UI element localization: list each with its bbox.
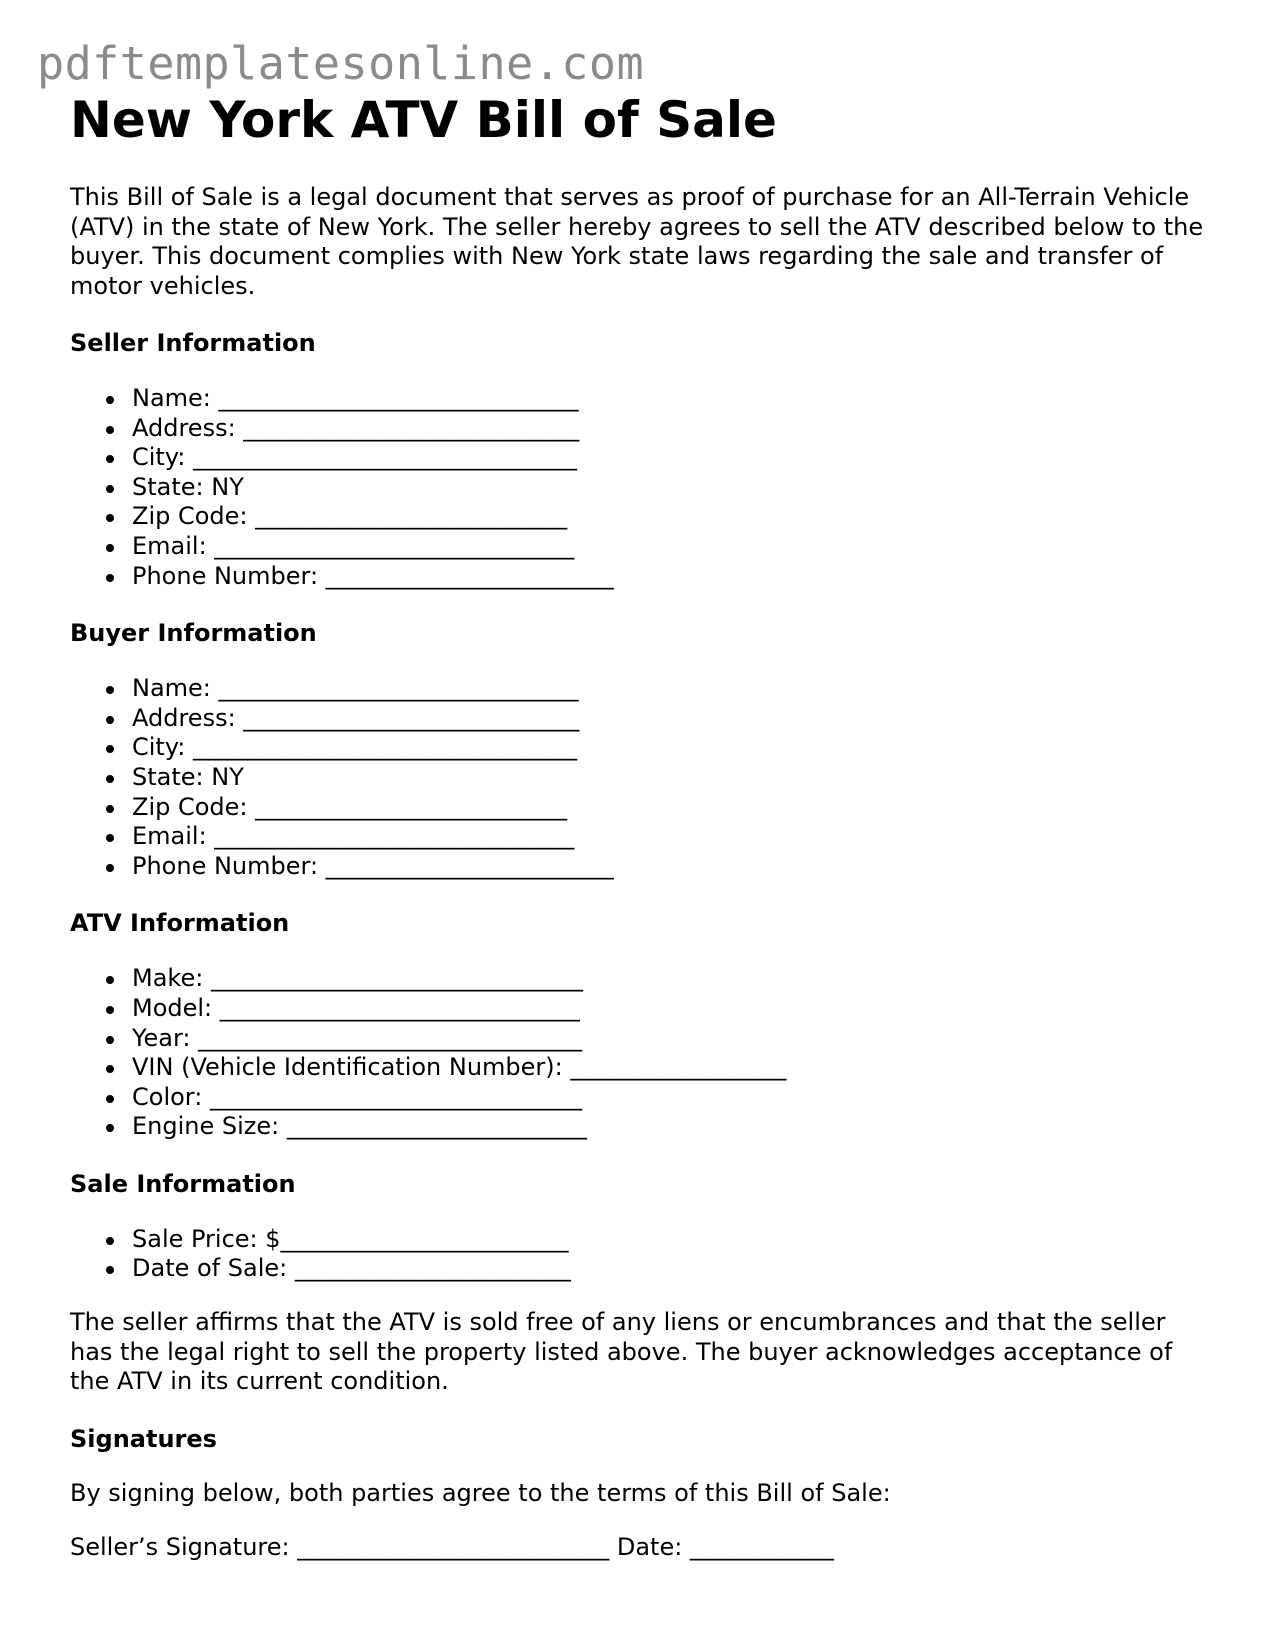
sale-field-list bbox=[70, 1225, 1220, 1284]
atv-vin-field: VIN (Vehicle Identification Number): __________________ bbox=[100, 1053, 1220, 1083]
sale-price-field: Sale Price: $________________________ bbox=[100, 1225, 1220, 1255]
signatures-agreement: By signing below, both parties agree to the terms of this Bill of Sale: bbox=[70, 1478, 891, 1507]
buyer-address-field: Address: ____________________________ bbox=[100, 704, 1220, 734]
buyer-field-list bbox=[70, 674, 1220, 881]
seller-email-field: Email: ______________________________ bbox=[100, 532, 1220, 562]
buyer-city-field: City: ________________________________ bbox=[100, 733, 1220, 763]
atv-year-field: Year: ________________________________ bbox=[100, 1024, 1220, 1054]
affirmation-paragraph: The seller affirms that the ATV is sold free of any liens or encumbrances and that the seller has the legal right to sell the property listed above. The buyer acknowledges acceptance of the ATV in its current condition. bbox=[70, 1308, 1173, 1396]
page-title: New York ATV Bill of Sale bbox=[70, 91, 777, 149]
buyer-name-field: Name: ______________________________ bbox=[100, 674, 1220, 704]
seller-name-field: Name: ______________________________ bbox=[100, 384, 1220, 414]
buyer-zip-field: Zip Code: __________________________ bbox=[100, 793, 1220, 823]
buyer-phone-field: Phone Number: ________________________ bbox=[100, 852, 1220, 882]
signatures-heading: Signatures bbox=[70, 1424, 217, 1453]
buyer-heading: Buyer Information bbox=[70, 619, 317, 648]
seller-heading: Seller Information bbox=[70, 329, 316, 357]
seller-phone-field: Phone Number: ________________________ bbox=[100, 562, 1220, 592]
seller-state-field: State: NY bbox=[100, 473, 1220, 503]
atv-field-list bbox=[70, 964, 1220, 1142]
seller-signature-line: Seller’s Signature: __________________________ Date: ____________ bbox=[70, 1532, 834, 1561]
intro-paragraph: This Bill of Sale is a legal document that serves as proof of purchase for an All-Terrain Vehicle (ATV) in the state of New York. The seller hereby agrees to sell the ATV described below to the buyer. This document complies with New York state laws regarding the sale and transfer of motor vehicles. bbox=[70, 183, 1204, 300]
atv-model-field: Model: ______________________________ bbox=[100, 994, 1220, 1024]
seller-field-list bbox=[70, 384, 1220, 591]
seller-address-field: Address: ____________________________ bbox=[100, 414, 1220, 444]
buyer-state-field: State: NY bbox=[100, 763, 1220, 793]
atv-engine-size-field: Engine Size: _________________________ bbox=[100, 1112, 1220, 1142]
watermark-text: pdftemplatesonline.com bbox=[37, 37, 645, 90]
seller-zip-field: Zip Code: __________________________ bbox=[100, 502, 1220, 532]
atv-make-field: Make: _______________________________ bbox=[100, 964, 1220, 994]
document-body bbox=[70, 85, 1220, 1562]
seller-city-field: City: ________________________________ bbox=[100, 443, 1220, 473]
buyer-email-field: Email: ______________________________ bbox=[100, 822, 1220, 852]
atv-color-field: Color: _______________________________ bbox=[100, 1083, 1220, 1113]
atv-heading: ATV Information bbox=[70, 909, 290, 938]
sale-date-field: Date of Sale: _______________________ bbox=[100, 1254, 1220, 1284]
sale-heading: Sale Information bbox=[70, 1169, 296, 1198]
